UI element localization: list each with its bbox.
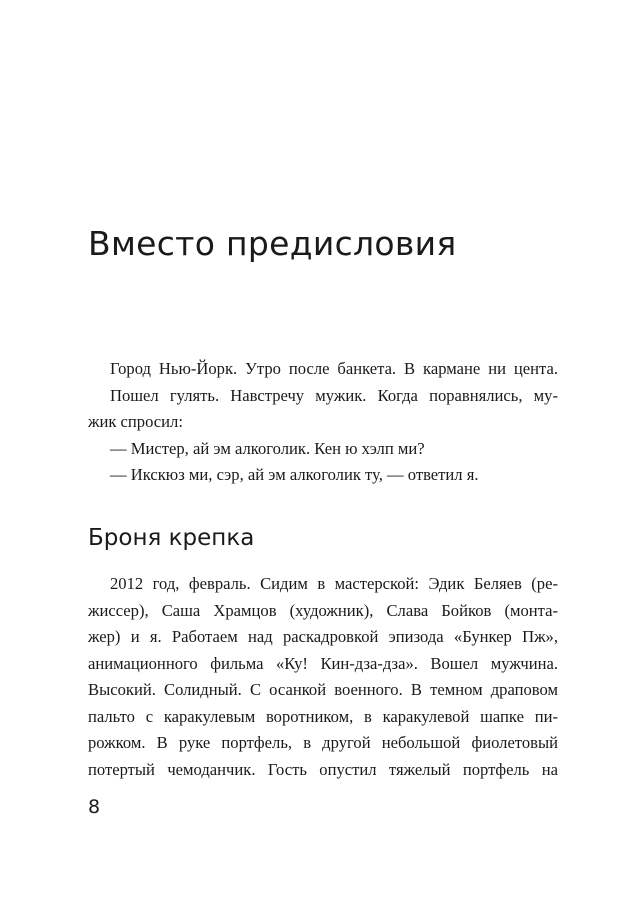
paragraph-line: 2012 год, февраль. Сидим в мастерской: Эдик Беляев (ре-: [110, 574, 558, 593]
paragraph-line: анимационного фильма «Ку! Кин-дза-дза». Вошел мужчина.: [88, 653, 558, 673]
paragraph-line: жиссер), Саша Храмцов (художник), Слава Бойков (монта-: [88, 600, 558, 620]
dialogue-line: — Мистер, ай эм алкоголик. Кен ю хэлп ми?: [110, 438, 425, 458]
paragraph-line: Высокий. Солидный. С осанкой военного. В темном драповом: [88, 680, 558, 699]
paragraph-line: жер) и я. Работаем над раскадровкой эпизода «Бункер Пж»,: [88, 627, 558, 646]
paragraph-line: пальто с каракулевым воротником, в каракулевой шапке пи-: [88, 706, 558, 726]
paragraph-line: рожком. В руке портфель, в другой небольшой фиолетовый: [88, 733, 558, 752]
dialogue-line: — Икскюз ми, сэр, ай эм алкоголик ту, — ответил я.: [110, 465, 479, 484]
paragraph-line: потертый чемоданчик. Гость опустил тяжелый портфель на: [88, 759, 558, 779]
paragraph-line: Пошел гулять. Навстречу мужик. Когда поравнялись, му-: [110, 385, 558, 405]
paragraph-line: жик спросил:: [88, 412, 183, 431]
page-number: 8: [88, 796, 101, 818]
intro-anecdote: [88, 356, 558, 489]
chapter-title: Вместо предисловия: [88, 224, 457, 263]
paragraph-line: Город Нью-Йорк. Утро после банкета. В кармане ни цента.: [110, 359, 558, 378]
section-title: Броня крепка: [88, 525, 255, 551]
section-body: [88, 571, 558, 783]
